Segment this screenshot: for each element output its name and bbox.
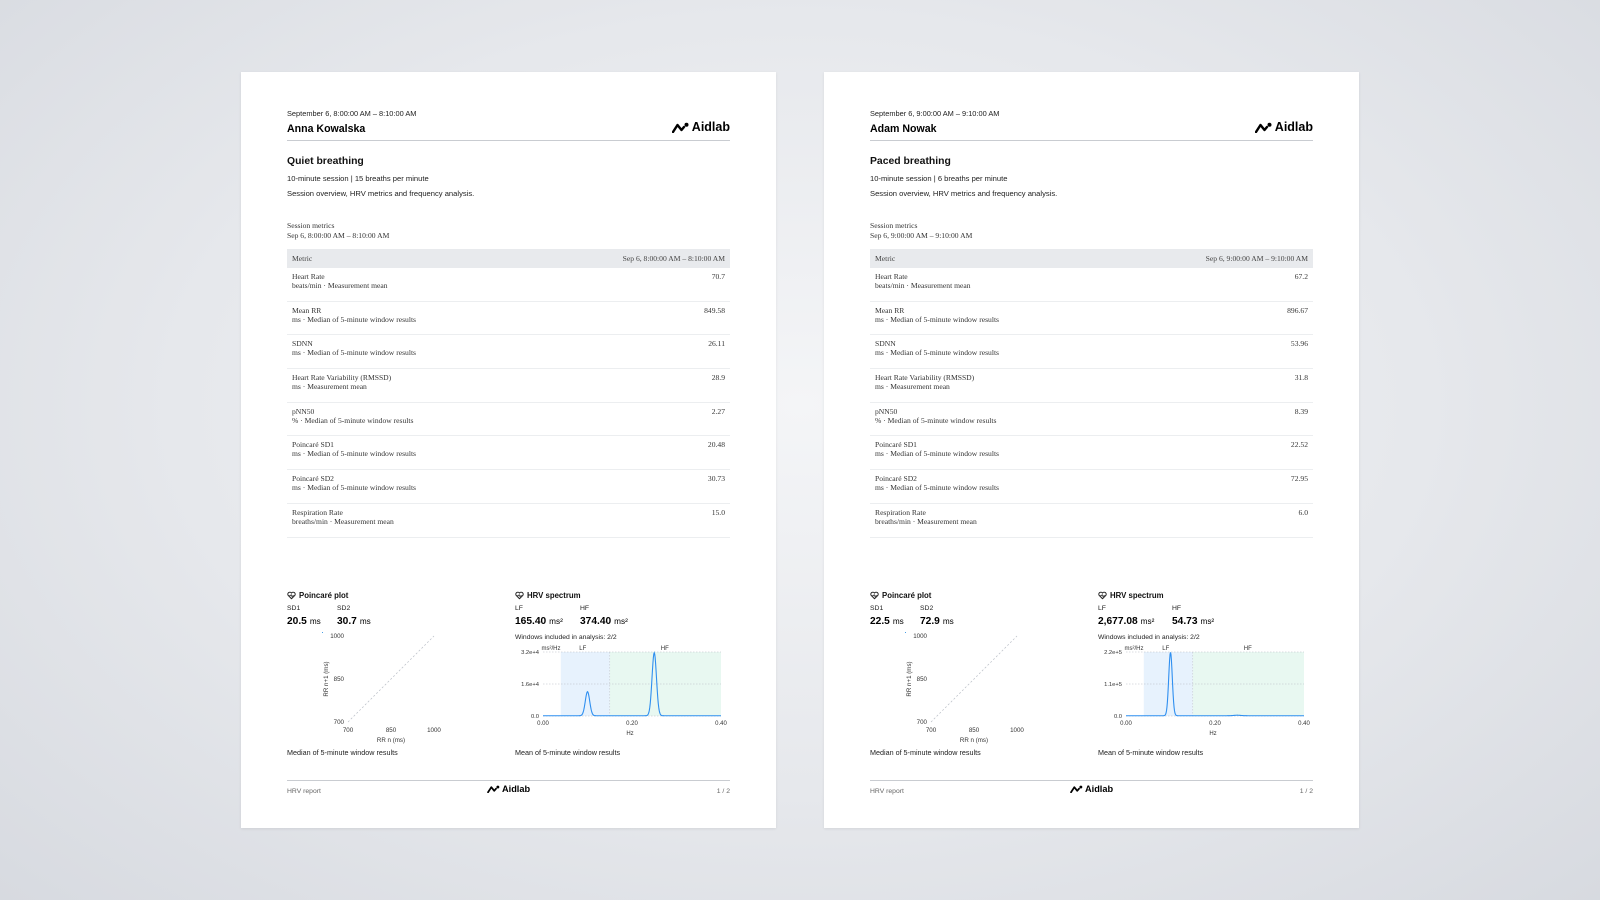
metric-name: SDNN [292,339,313,349]
table-row [287,268,730,301]
identity-line [348,636,434,722]
table-row [870,301,1313,335]
metric-sub: ms · Median of 5-minute window results [875,483,1000,493]
x-tick-label: 700 [925,727,937,734]
x-tick-label: 850 [385,727,397,734]
metric-value: 896.67 [1111,301,1313,335]
metric-cell [287,268,528,301]
x-tick-label: 1000 [427,727,441,734]
range-column-header: Sep 6, 8:00:00 AM – 8:10:00 AM [528,249,730,268]
sd2-label: SD2 [920,605,934,612]
footer-page-number: 1 / 2 [716,788,730,795]
y-tick-label: 850 [916,676,927,683]
sd1-label: SD1 [287,605,301,612]
table-row [870,268,1313,301]
x-tick-label: 0.40 [1298,721,1310,727]
metric-name: pNN50 [292,406,315,416]
sd2-value [337,616,371,627]
metric-cell [870,402,1111,436]
metric-cell [870,335,1111,369]
lf-value [515,616,563,627]
sd1-value [287,616,321,627]
metric-name: Poincaré SD1 [292,440,334,450]
metric-name: Poincaré SD2 [875,474,917,484]
metric-column-header: Metric [287,249,528,268]
report-page-2 [824,72,1359,828]
metrics-range: Sep 6, 9:00:00 AM – 9:10:00 AM [870,231,973,240]
metric-value: 67.2 [1111,268,1313,301]
hf-number: 54.73 [1172,616,1198,627]
metric-name: Poincaré SD2 [292,474,334,484]
table-row [287,369,730,403]
session-info: 10-minute session | 6 breaths per minute [870,174,1008,183]
metric-sub: ms · Median of 5-minute window results [875,348,1000,358]
metric-value: 6.0 [1111,503,1313,537]
metric-name: Heart Rate Variability (RMSSD) [875,373,975,383]
windows-note: Windows included in analysis: 2/2 [515,634,617,641]
metric-sub: ms · Median of 5-minute window results [292,483,417,493]
metrics-table [287,249,730,538]
poincare-point [905,632,906,633]
sd1-unit: ms [309,617,321,626]
header-date-range: September 6, 9:00:00 AM – 9:10:00 AM [870,109,1000,118]
aidlab-logo-icon [487,785,500,793]
hf-value [1172,616,1214,627]
poincare-point [322,632,323,633]
spectrum-note: Mean of 5-minute window results [515,748,621,757]
poincare-note: Median of 5-minute window results [870,748,981,757]
metrics-label: Session metrics [287,221,335,230]
metric-value: 15.0 [528,503,730,537]
metric-sub: ms · Median of 5-minute window results [875,314,1000,324]
metric-name: Heart Rate [292,272,325,281]
metric-value: 72.95 [1111,470,1313,504]
metrics-header-row [287,249,730,268]
poincare-note: Median of 5-minute window results [287,748,398,757]
brand-name: Aidlab [1085,784,1114,794]
table-row [870,503,1313,537]
poincare-chart [905,632,1050,750]
y-tick-label: 2.2e+5 [1104,650,1122,656]
metric-cell [287,470,528,504]
y-tick-label: 1000 [913,633,927,640]
session-title: Quiet breathing [287,156,364,167]
band-label-lf: LF [1162,646,1170,652]
band-hf [1193,652,1304,716]
metric-sub: ms · Median of 5-minute window results [292,314,417,324]
heart-icon [1098,591,1107,600]
sd1-unit: ms [892,617,904,626]
hf-unit: ms² [1200,617,1215,626]
metric-cell [870,470,1111,504]
x-tick-label: 0.00 [537,721,549,727]
metric-sub: % · Median of 5-minute window results [875,415,997,425]
aidlab-logo-icon [672,122,689,133]
poincare-title-text: Poincaré plot [299,591,349,600]
report-page-1 [241,72,776,828]
hf-number: 374.40 [580,616,612,627]
band-label-lf: LF [579,646,587,652]
metric-value: 30.73 [528,470,730,504]
spectrum-title-text: HRV spectrum [527,591,581,600]
y-tick-label: 700 [333,719,344,726]
footer-brand [487,784,530,794]
sd2-number: 72.9 [920,616,940,627]
footer-brand [1070,784,1113,794]
footer-report-label: HRV report [870,788,904,795]
sd2-unit: ms [359,617,371,626]
metric-cell [287,503,528,537]
metrics-range: Sep 6, 8:00:00 AM – 8:10:00 AM [287,231,390,240]
x-axis-label: Hz [626,731,634,737]
metric-sub: ms · Measurement mean [875,382,950,392]
x-tick-label: 850 [968,727,980,734]
table-row [287,301,730,335]
header-date-range: September 6, 8:00:00 AM – 8:10:00 AM [287,109,417,118]
y-axis-label: ms²/Hz [1124,646,1144,652]
band-label-hf: HF [1243,646,1252,652]
metric-sub: ms · Measurement mean [292,382,367,392]
table-row [287,503,730,537]
poincare-chart [322,632,467,750]
table-row [870,436,1313,470]
metric-name: Heart Rate [875,272,908,281]
x-tick-label: 0.20 [626,721,638,727]
lf-unit: ms² [1140,617,1155,626]
y-tick-label: 0.0 [1113,714,1122,720]
metric-name: Poincaré SD1 [875,440,917,450]
x-tick-label: 700 [342,727,354,734]
lf-label: LF [515,605,523,612]
heart-icon [515,591,524,600]
y-tick-label: 3.2e+4 [521,650,539,656]
y-tick-label: 0.0 [530,714,539,720]
sd2-label: SD2 [337,605,351,612]
metric-name: Mean RR [875,305,905,315]
y-tick-label: 1.6e+4 [521,682,539,688]
brand-name: Aidlab [691,120,730,134]
aidlab-logo-icon [1070,785,1083,793]
windows-note: Windows included in analysis: 2/2 [1098,634,1200,641]
x-tick-label: 1000 [1010,727,1024,734]
band-label-hf: HF [660,646,669,652]
metric-name: Respiration Rate [875,507,926,517]
table-row [870,470,1313,504]
x-tick-label: 0.40 [715,721,727,727]
session-title: Paced breathing [870,156,951,167]
metric-value: 849.58 [528,301,730,335]
x-tick-label: 0.00 [1120,721,1132,727]
footer-divider [287,780,730,781]
y-tick-label: 1000 [330,633,344,640]
sd2-value [920,616,954,627]
metric-value: 26.11 [528,335,730,369]
metric-sub: % · Median of 5-minute window results [292,415,414,425]
metric-cell [870,268,1111,301]
metric-value: 22.52 [1111,436,1313,470]
y-axis-label: ms²/Hz [541,646,561,652]
sd1-number: 20.5 [287,616,307,627]
poincare-title [287,591,348,600]
metric-cell [870,301,1111,335]
metric-sub: breaths/min · Measurement mean [292,516,394,526]
x-tick-label: 0.20 [1209,721,1221,727]
y-axis-label: RR n+1 (ms) [906,661,913,697]
metric-sub: beats/min · Measurement mean [292,281,388,290]
sd1-number: 22.5 [870,616,890,627]
hf-label: HF [580,605,590,612]
metric-cell [287,369,528,403]
header-divider [870,140,1313,141]
x-axis-label: Hz [1209,731,1217,737]
x-axis-label: RR n (ms) [376,737,406,744]
metric-cell [287,335,528,369]
metric-sub: ms · Median of 5-minute window results [292,449,417,459]
brand-name: Aidlab [1274,120,1313,134]
metric-name: pNN50 [875,406,898,416]
spectrum-title [1098,591,1164,600]
metric-value: 53.96 [1111,335,1313,369]
table-row [287,436,730,470]
header-brand [672,120,730,134]
session-description: Session overview, HRV metrics and frequency analysis. [870,189,1058,198]
metric-sub: ms · Median of 5-minute window results [875,449,1000,459]
metric-name: SDNN [875,339,896,349]
sd2-number: 30.7 [337,616,357,627]
y-tick-label: 850 [333,676,344,683]
y-axis-label: RR n+1 (ms) [323,661,330,697]
hrv-spectrum-chart [1098,644,1313,744]
table-row [870,335,1313,369]
footer-report-label: HRV report [287,788,321,795]
y-tick-label: 1.1e+5 [1104,682,1122,688]
band-hf [610,652,721,716]
table-row [287,335,730,369]
metric-sub: breaths/min · Measurement mean [875,516,977,526]
metric-value: 20.48 [528,436,730,470]
metric-name: Respiration Rate [292,507,343,517]
header-divider [287,140,730,141]
metric-value: 8.39 [1111,402,1313,436]
hrv-spectrum-chart [515,644,730,744]
metric-sub: beats/min · Measurement mean [875,281,971,290]
metric-value: 2.27 [528,402,730,436]
metrics-table [870,249,1313,538]
lf-number: 165.40 [515,616,547,627]
session-description: Session overview, HRV metrics and frequency analysis. [287,189,475,198]
metric-value: 70.7 [528,268,730,301]
metric-cell [287,436,528,470]
footer-page-number: 1 / 2 [1299,788,1313,795]
metric-cell [870,503,1111,537]
poincare-title-text: Poincaré plot [882,591,932,600]
sd1-label: SD1 [870,605,884,612]
metric-cell [287,402,528,436]
metrics-header-row [870,249,1313,268]
metric-name: Mean RR [292,305,322,315]
metric-value: 31.8 [1111,369,1313,403]
table-row [287,402,730,436]
y-tick-label: 700 [916,719,927,726]
poincare-title [870,591,931,600]
hf-label: HF [1172,605,1182,612]
header-person-name: Adam Nowak [870,123,937,135]
hf-unit: ms² [614,617,628,626]
brand-name: Aidlab [502,784,531,794]
table-row [870,369,1313,403]
metric-sub: ms · Median of 5-minute window results [292,348,417,358]
heart-icon [870,591,879,600]
footer-divider [870,780,1313,781]
header-brand [1255,120,1313,134]
metric-cell [870,369,1111,403]
lf-label: LF [1098,605,1106,612]
lf-number: 2,677.08 [1098,616,1138,627]
spectrum-title [515,591,581,600]
metrics-label: Session metrics [870,221,918,230]
spectrum-title-text: HRV spectrum [1110,591,1164,600]
sd2-unit: ms [942,617,954,626]
metric-cell [870,436,1111,470]
spectrum-note: Mean of 5-minute window results [1098,748,1204,757]
sd1-value [870,616,904,627]
session-info: 10-minute session | 15 breaths per minute [287,174,429,183]
metric-column-header: Metric [870,249,1111,268]
x-axis-label: RR n (ms) [959,737,989,744]
metric-cell [287,301,528,335]
range-column-header: Sep 6, 9:00:00 AM – 9:10:00 AM [1111,249,1313,268]
heart-icon [287,591,296,600]
lf-unit: ms² [549,617,563,626]
metric-value: 28.9 [528,369,730,403]
aidlab-logo-icon [1255,122,1272,133]
lf-value [1098,616,1154,627]
table-row [287,470,730,504]
header-person-name: Anna Kowalska [287,123,366,135]
metric-name: Heart Rate Variability (RMSSD) [292,373,392,383]
table-row [870,402,1313,436]
hf-value [580,616,628,627]
identity-line [931,636,1017,722]
